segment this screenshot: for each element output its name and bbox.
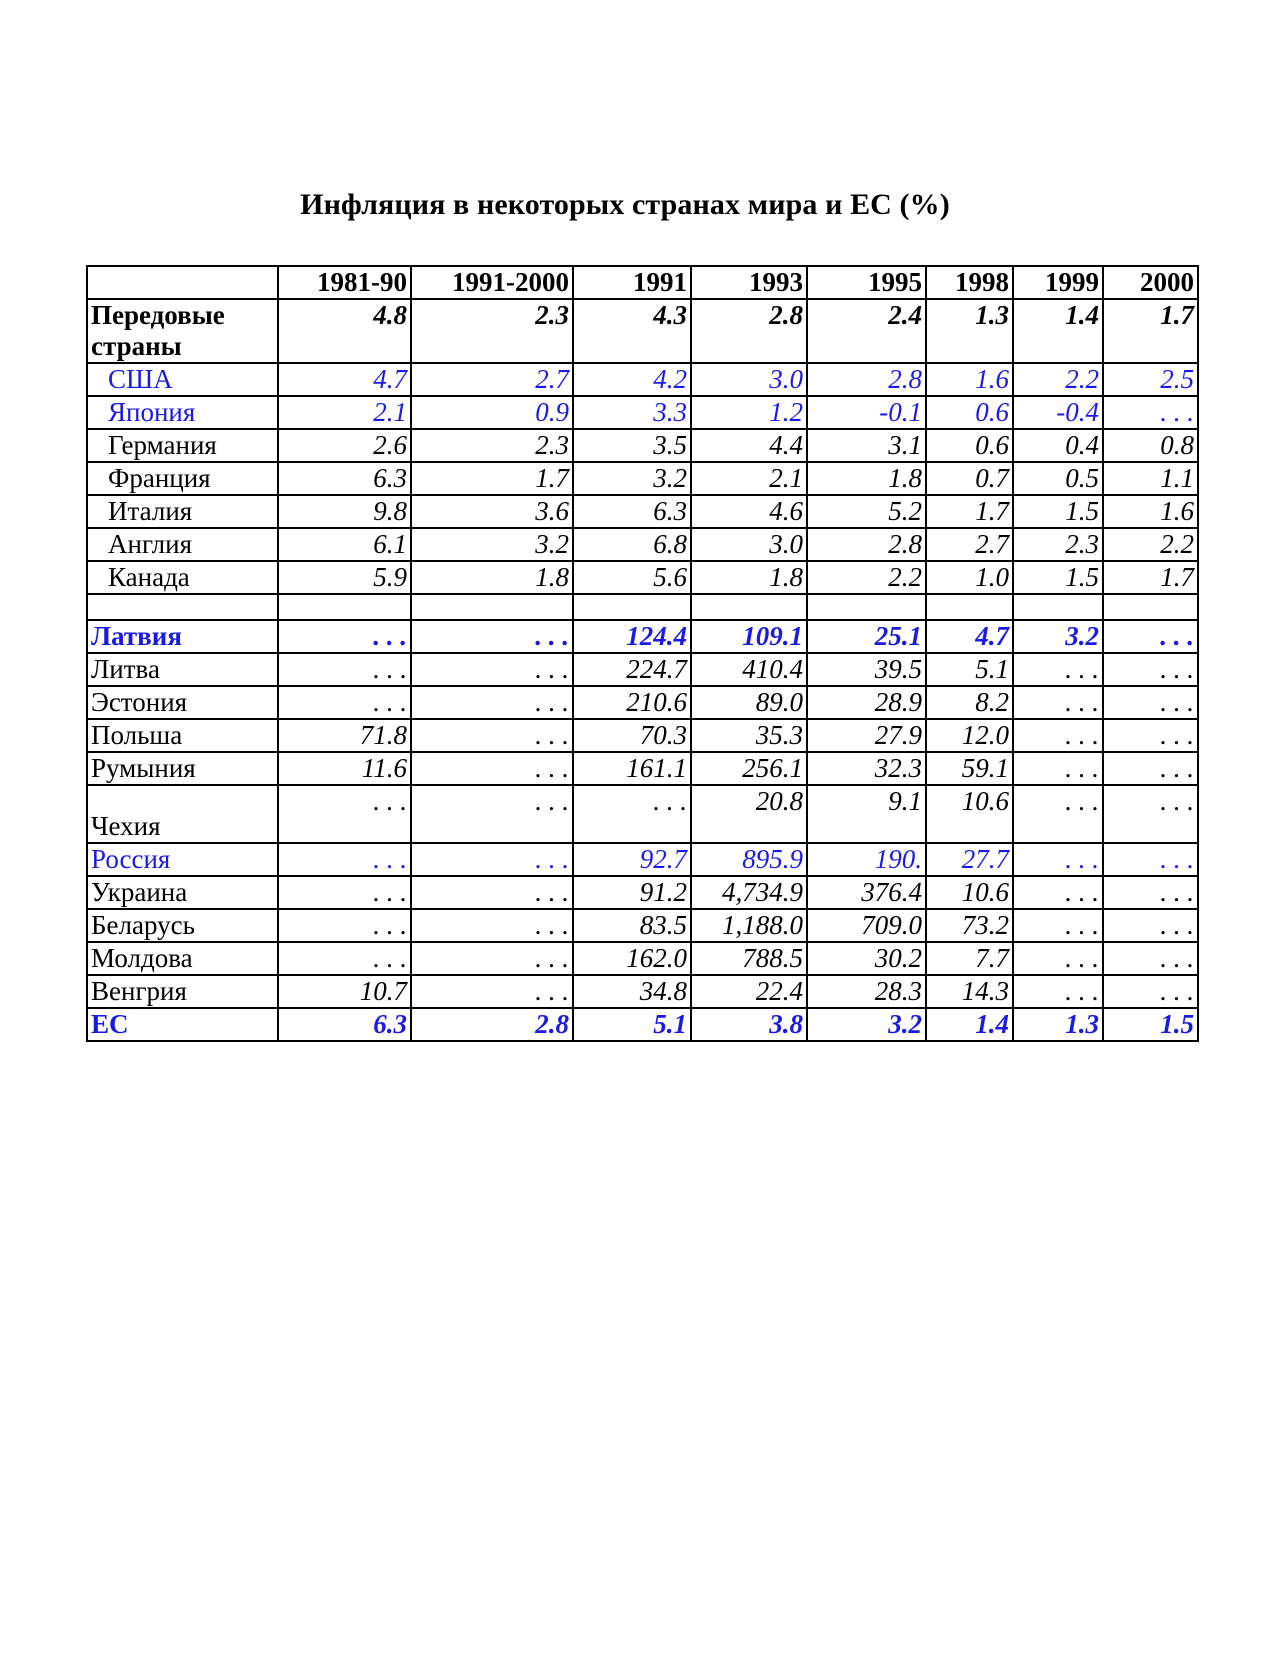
value-cell: . . . xyxy=(573,785,691,843)
value-cell: 2.8 xyxy=(411,1008,573,1041)
value-cell: 895.9 xyxy=(691,843,807,876)
spacer-row xyxy=(87,594,1198,620)
value-cell: 73.2 xyxy=(926,909,1013,942)
value-cell: 1.8 xyxy=(807,462,926,495)
table-row xyxy=(87,299,1198,363)
value-cell: 0.7 xyxy=(926,462,1013,495)
value-cell: 1.8 xyxy=(691,561,807,594)
value-cell: . . . xyxy=(1103,719,1198,752)
value-cell: 2.2 xyxy=(807,561,926,594)
value-cell: 1,188.0 xyxy=(691,909,807,942)
value-cell xyxy=(926,594,1013,620)
value-cell: . . . xyxy=(411,843,573,876)
value-cell: . . . xyxy=(1103,752,1198,785)
value-cell: 92.7 xyxy=(573,843,691,876)
table-row xyxy=(87,620,1198,653)
value-cell: 3.0 xyxy=(691,363,807,396)
value-cell: 3.2 xyxy=(573,462,691,495)
value-cell: . . . xyxy=(1013,653,1103,686)
value-cell: . . . xyxy=(1103,975,1198,1008)
row-label: Чехия xyxy=(87,785,278,843)
table-row xyxy=(87,396,1198,429)
value-cell xyxy=(411,594,573,620)
value-cell: 20.8 xyxy=(691,785,807,843)
row-label: Беларусь xyxy=(87,909,278,942)
value-cell: 1.6 xyxy=(1103,495,1198,528)
row-label: США xyxy=(87,363,278,396)
value-cell: 28.9 xyxy=(807,686,926,719)
header-cell-corner xyxy=(87,266,278,299)
value-cell: . . . xyxy=(1103,620,1198,653)
value-cell: -0.1 xyxy=(807,396,926,429)
table-row xyxy=(87,429,1198,462)
row-label: Передовые страны xyxy=(87,299,278,363)
value-cell: 2.1 xyxy=(691,462,807,495)
value-cell: 10.7 xyxy=(278,975,411,1008)
value-cell: . . . xyxy=(1013,719,1103,752)
value-cell: 1.5 xyxy=(1013,561,1103,594)
value-cell: 2.1 xyxy=(278,396,411,429)
value-cell: . . . xyxy=(1013,975,1103,1008)
value-cell: . . . xyxy=(1103,396,1198,429)
value-cell: 1.5 xyxy=(1013,495,1103,528)
table-row xyxy=(87,1008,1198,1041)
value-cell: 12.0 xyxy=(926,719,1013,752)
table-row xyxy=(87,909,1198,942)
value-cell: . . . xyxy=(1103,653,1198,686)
value-cell xyxy=(1103,594,1198,620)
value-cell: . . . xyxy=(1013,686,1103,719)
value-cell: 2.8 xyxy=(691,299,807,363)
inflation-table xyxy=(86,265,1199,1042)
table-row xyxy=(87,876,1198,909)
value-cell: 5.9 xyxy=(278,561,411,594)
value-cell: 2.7 xyxy=(411,363,573,396)
value-cell: . . . xyxy=(1013,752,1103,785)
value-cell: . . . xyxy=(1103,686,1198,719)
value-cell: . . . xyxy=(411,975,573,1008)
value-cell: 1.4 xyxy=(926,1008,1013,1041)
value-cell: 3.2 xyxy=(1013,620,1103,653)
value-cell: 1.7 xyxy=(926,495,1013,528)
value-cell: 59.1 xyxy=(926,752,1013,785)
value-cell: 4,734.9 xyxy=(691,876,807,909)
value-cell: 2.3 xyxy=(411,429,573,462)
value-cell xyxy=(278,594,411,620)
value-cell: . . . xyxy=(411,909,573,942)
value-cell xyxy=(1013,594,1103,620)
value-cell: 410.4 xyxy=(691,653,807,686)
value-cell: 6.1 xyxy=(278,528,411,561)
value-cell: 5.1 xyxy=(573,1008,691,1041)
value-cell: 3.2 xyxy=(411,528,573,561)
value-cell: 109.1 xyxy=(691,620,807,653)
value-cell: . . . xyxy=(278,686,411,719)
value-cell: 3.5 xyxy=(573,429,691,462)
value-cell: 34.8 xyxy=(573,975,691,1008)
row-label: Франция xyxy=(87,462,278,495)
row-label: Канада xyxy=(87,561,278,594)
value-cell: 2.8 xyxy=(807,363,926,396)
value-cell: 11.6 xyxy=(278,752,411,785)
row-label: Англия xyxy=(87,528,278,561)
header-cell-1998: 1998 xyxy=(926,266,1013,299)
value-cell: 1.7 xyxy=(1103,299,1198,363)
value-cell: 2.2 xyxy=(1013,363,1103,396)
value-cell: . . . xyxy=(278,909,411,942)
value-cell: . . . xyxy=(1013,942,1103,975)
row-label: Венгрия xyxy=(87,975,278,1008)
value-cell: 9.8 xyxy=(278,495,411,528)
value-cell: 3.3 xyxy=(573,396,691,429)
value-cell: 224.7 xyxy=(573,653,691,686)
row-label: Германия xyxy=(87,429,278,462)
row-label: Латвия xyxy=(87,620,278,653)
value-cell: 0.6 xyxy=(926,429,1013,462)
table-body xyxy=(87,266,1198,1041)
value-cell: 14.3 xyxy=(926,975,1013,1008)
row-label: Литва xyxy=(87,653,278,686)
table-row xyxy=(87,653,1198,686)
value-cell: 3.8 xyxy=(691,1008,807,1041)
table-title: Инфляция в некоторых странах мира и ЕС (%) xyxy=(300,188,950,221)
value-cell: 1.5 xyxy=(1103,1008,1198,1041)
value-cell xyxy=(573,594,691,620)
value-cell: 7.7 xyxy=(926,942,1013,975)
value-cell: 1.8 xyxy=(411,561,573,594)
value-cell: . . . xyxy=(1103,785,1198,843)
row-label: Украина xyxy=(87,876,278,909)
table-row xyxy=(87,843,1198,876)
value-cell: 2.7 xyxy=(926,528,1013,561)
value-cell: 71.8 xyxy=(278,719,411,752)
value-cell: . . . xyxy=(411,686,573,719)
value-cell: 4.6 xyxy=(691,495,807,528)
value-cell: 32.3 xyxy=(807,752,926,785)
value-cell: 6.8 xyxy=(573,528,691,561)
value-cell: 2.6 xyxy=(278,429,411,462)
value-cell: . . . xyxy=(278,843,411,876)
value-cell: . . . xyxy=(278,653,411,686)
value-cell: 4.7 xyxy=(278,363,411,396)
table-row xyxy=(87,942,1198,975)
table-row xyxy=(87,561,1198,594)
value-cell: 2.3 xyxy=(411,299,573,363)
table-row xyxy=(87,495,1198,528)
value-cell: . . . xyxy=(411,785,573,843)
value-cell: 1.6 xyxy=(926,363,1013,396)
value-cell: . . . xyxy=(1013,843,1103,876)
value-cell: 91.2 xyxy=(573,876,691,909)
value-cell: 1.1 xyxy=(1103,462,1198,495)
value-cell: 4.7 xyxy=(926,620,1013,653)
value-cell: 30.2 xyxy=(807,942,926,975)
value-cell: 190. xyxy=(807,843,926,876)
row-label: Италия xyxy=(87,495,278,528)
value-cell xyxy=(807,594,926,620)
value-cell xyxy=(691,594,807,620)
value-cell: . . . xyxy=(411,876,573,909)
value-cell: 9.1 xyxy=(807,785,926,843)
table-row xyxy=(87,528,1198,561)
value-cell: 162.0 xyxy=(573,942,691,975)
value-cell: 256.1 xyxy=(691,752,807,785)
value-cell: 5.1 xyxy=(926,653,1013,686)
value-cell: 4.2 xyxy=(573,363,691,396)
value-cell: 0.8 xyxy=(1103,429,1198,462)
value-cell: . . . xyxy=(278,942,411,975)
value-cell: 1.2 xyxy=(691,396,807,429)
value-cell: . . . xyxy=(411,620,573,653)
value-cell: 1.4 xyxy=(1013,299,1103,363)
value-cell: . . . xyxy=(1013,876,1103,909)
value-cell: 0.5 xyxy=(1013,462,1103,495)
table-row xyxy=(87,363,1198,396)
value-cell: 2.3 xyxy=(1013,528,1103,561)
value-cell: 788.5 xyxy=(691,942,807,975)
row-label: Молдова xyxy=(87,942,278,975)
row-label: Эстония xyxy=(87,686,278,719)
value-cell: 1.7 xyxy=(1103,561,1198,594)
value-cell: 161.1 xyxy=(573,752,691,785)
value-cell: 25.1 xyxy=(807,620,926,653)
value-cell: . . . xyxy=(278,876,411,909)
value-cell: 2.4 xyxy=(807,299,926,363)
header-cell-1999: 1999 xyxy=(1013,266,1103,299)
value-cell: 5.6 xyxy=(573,561,691,594)
value-cell: 22.4 xyxy=(691,975,807,1008)
value-cell: 89.0 xyxy=(691,686,807,719)
value-cell: 2.2 xyxy=(1103,528,1198,561)
header-cell-1995: 1995 xyxy=(807,266,926,299)
value-cell: 1.7 xyxy=(411,462,573,495)
value-cell: 6.3 xyxy=(278,1008,411,1041)
value-cell: . . . xyxy=(1013,785,1103,843)
value-cell: 3.6 xyxy=(411,495,573,528)
row-label xyxy=(87,594,278,620)
value-cell: 6.3 xyxy=(278,462,411,495)
value-cell: 5.2 xyxy=(807,495,926,528)
value-cell: 1.0 xyxy=(926,561,1013,594)
value-cell: . . . xyxy=(411,653,573,686)
table-row xyxy=(87,752,1198,785)
value-cell: -0.4 xyxy=(1013,396,1103,429)
value-cell: 27.9 xyxy=(807,719,926,752)
value-cell: . . . xyxy=(278,785,411,843)
value-cell: 1.3 xyxy=(926,299,1013,363)
value-cell: 2.5 xyxy=(1103,363,1198,396)
value-cell: . . . xyxy=(411,942,573,975)
value-cell: 210.6 xyxy=(573,686,691,719)
value-cell: 2.8 xyxy=(807,528,926,561)
value-cell: . . . xyxy=(1103,909,1198,942)
header-cell-1991: 1991 xyxy=(573,266,691,299)
value-cell: . . . xyxy=(1103,843,1198,876)
value-cell: 3.2 xyxy=(807,1008,926,1041)
header-cell-2000: 2000 xyxy=(1103,266,1198,299)
value-cell: 0.9 xyxy=(411,396,573,429)
value-cell: 4.4 xyxy=(691,429,807,462)
table-row xyxy=(87,975,1198,1008)
header-row xyxy=(87,266,1198,299)
table-row xyxy=(87,719,1198,752)
value-cell: 10.6 xyxy=(926,785,1013,843)
value-cell: 70.3 xyxy=(573,719,691,752)
table-row xyxy=(87,462,1198,495)
value-cell: 27.7 xyxy=(926,843,1013,876)
value-cell: 8.2 xyxy=(926,686,1013,719)
value-cell: 709.0 xyxy=(807,909,926,942)
value-cell: 6.3 xyxy=(573,495,691,528)
value-cell: . . . xyxy=(1013,909,1103,942)
header-cell-1991-2000: 1991-2000 xyxy=(411,266,573,299)
value-cell: 35.3 xyxy=(691,719,807,752)
row-label: Румыния xyxy=(87,752,278,785)
row-label: ЕС xyxy=(87,1008,278,1041)
value-cell: 4.8 xyxy=(278,299,411,363)
value-cell: 3.1 xyxy=(807,429,926,462)
header-cell-1993: 1993 xyxy=(691,266,807,299)
row-label: Япония xyxy=(87,396,278,429)
value-cell: 124.4 xyxy=(573,620,691,653)
header-cell-1981-90: 1981-90 xyxy=(278,266,411,299)
value-cell: 1.3 xyxy=(1013,1008,1103,1041)
value-cell: . . . xyxy=(411,752,573,785)
value-cell: 10.6 xyxy=(926,876,1013,909)
row-label: Польша xyxy=(87,719,278,752)
value-cell: . . . xyxy=(278,620,411,653)
value-cell: 376.4 xyxy=(807,876,926,909)
value-cell: 0.6 xyxy=(926,396,1013,429)
table-row xyxy=(87,785,1198,843)
value-cell: . . . xyxy=(1103,876,1198,909)
table-row xyxy=(87,686,1198,719)
value-cell: 3.0 xyxy=(691,528,807,561)
value-cell: 83.5 xyxy=(573,909,691,942)
value-cell: 0.4 xyxy=(1013,429,1103,462)
row-label: Россия xyxy=(87,843,278,876)
value-cell: . . . xyxy=(1103,942,1198,975)
value-cell: 4.3 xyxy=(573,299,691,363)
value-cell: 28.3 xyxy=(807,975,926,1008)
value-cell: 39.5 xyxy=(807,653,926,686)
value-cell: . . . xyxy=(411,719,573,752)
